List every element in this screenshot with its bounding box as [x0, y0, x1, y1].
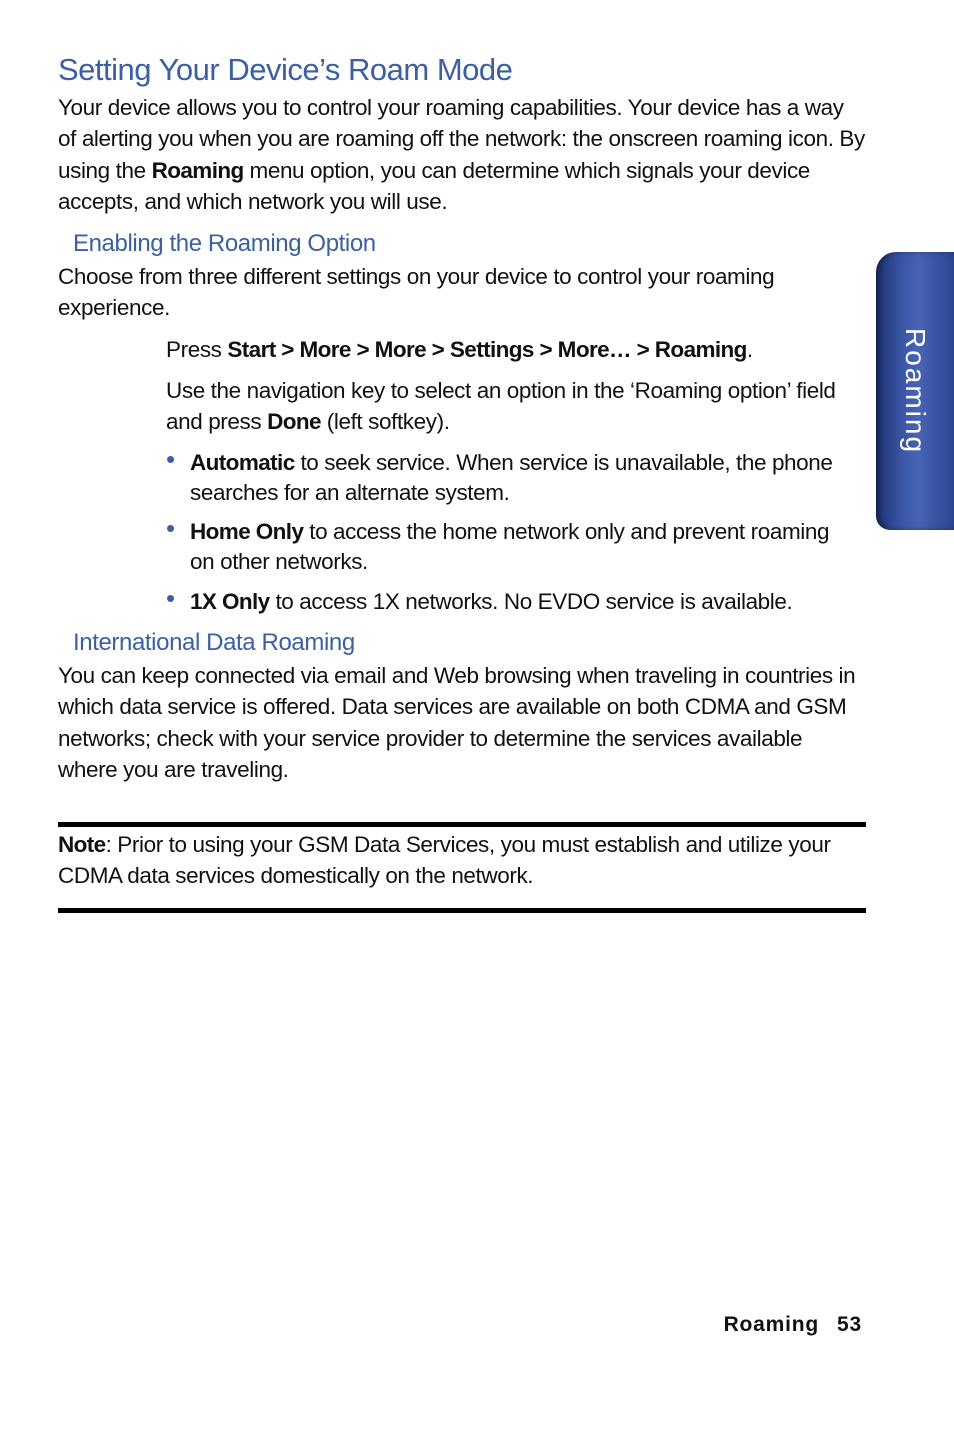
bullet-description: to access 1X networks. No EVDO service is available. — [269, 589, 793, 614]
intro-bold-roaming: Roaming — [151, 157, 244, 183]
section2-paragraph: You can keep connected via email and Web browsing when traveling in countries in which data service is offered. Data services are available on both CDMA and GSM networks; check with your service provider to determine the services available where you are traveling. — [58, 663, 856, 782]
bullet-1x-only — [166, 583, 856, 617]
bullet-label: 1X Only — [190, 589, 270, 614]
footer-section-name: Roaming — [723, 1313, 820, 1336]
chapter-side-tab — [876, 252, 954, 530]
press-instruction — [166, 334, 866, 365]
intro-text-1: Your device allows you to control your roaming capabilities. Your device has a way of alerting you when you are roaming off the network: the onscreen roaming icon. By using the — [58, 95, 865, 183]
page-number: 53 — [837, 1313, 862, 1336]
press-menu-path: Start > More > More > Settings > More… > Roaming — [227, 337, 747, 362]
nav-text-2: (left softkey). — [320, 409, 450, 435]
bullet-description: to access the home network only and prevent roaming on other networks. — [190, 519, 830, 574]
note-label: Note — [58, 832, 106, 857]
intro-text-2: menu option, you can determine which signals your device accepts, and which network you will use. — [58, 157, 810, 214]
bullet-automatic — [166, 444, 856, 508]
bullet-label: Home Only — [190, 519, 304, 544]
section1-paragraph: Choose from three different settings on your device to control your roaming experience. — [58, 264, 775, 321]
section-heading-enabling: Enabling the Roaming Option — [73, 230, 376, 257]
bullet-home-only — [166, 513, 856, 577]
bullet-dot-icon: • — [166, 444, 175, 474]
bullet-dot-icon: • — [166, 513, 175, 543]
note-box — [58, 829, 866, 892]
page-title: Setting Your Device’s Roam Mode — [58, 52, 513, 87]
bullet-text — [190, 587, 856, 617]
bullet-text — [190, 517, 856, 577]
bullet-description: to seek service. When service is unavailable, the phone searches for an alternate system. — [190, 450, 833, 505]
page-footer — [724, 1313, 862, 1337]
press-prefix: Press — [166, 337, 228, 362]
note-text: : Prior to using your GSM Data Services, you must establish and utilize your CDMA data services domestically on the network. — [58, 832, 831, 889]
intro-paragraph — [58, 92, 866, 217]
bullet-label: Automatic — [190, 450, 295, 475]
nav-bold-done: Done — [267, 409, 321, 435]
navigation-instruction — [166, 375, 866, 438]
press-suffix: . — [746, 337, 753, 362]
side-tab-label: Roaming — [900, 327, 931, 455]
note-top-rule — [58, 822, 866, 827]
note-bottom-rule — [58, 908, 866, 913]
section-heading-international: International Data Roaming — [73, 629, 355, 656]
nav-text-1: Use the navigation key to select an option in the ‘Roaming option’ field and press — [166, 378, 836, 435]
bullet-text — [190, 448, 856, 508]
bullet-dot-icon: • — [166, 583, 175, 613]
